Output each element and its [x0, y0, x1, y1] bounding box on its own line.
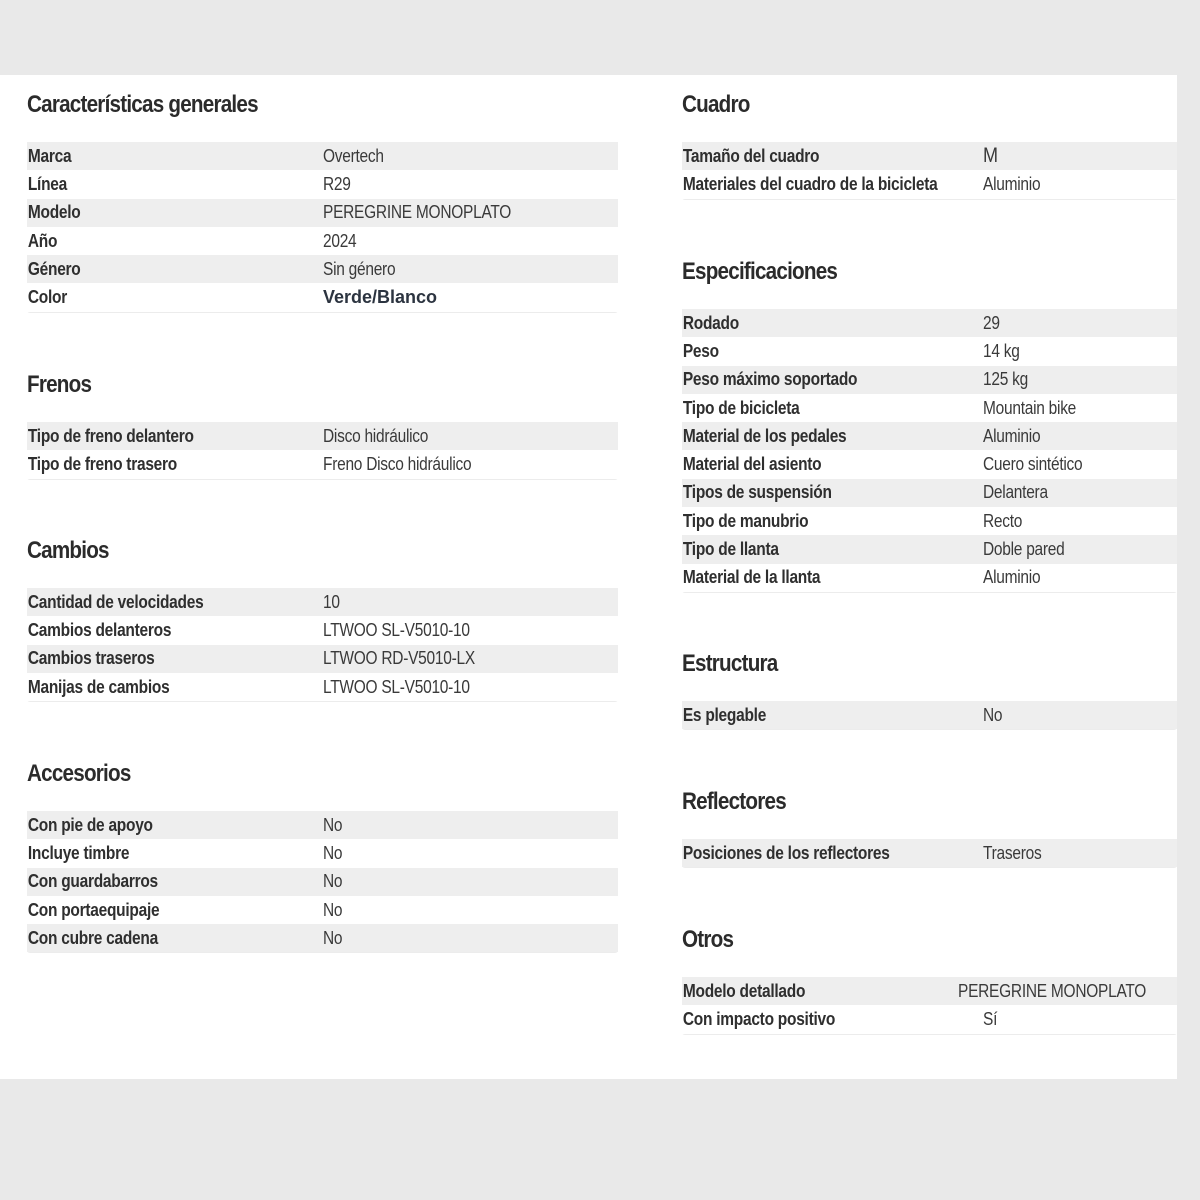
spec-key: Con impacto positivo — [682, 1008, 836, 1029]
spec-key: Año — [27, 230, 58, 251]
spec-table — [27, 588, 618, 702]
spec-key: Con guardabarros — [27, 871, 158, 892]
section-title: Reflectores — [682, 788, 786, 815]
spec-table — [682, 701, 1177, 730]
spec-key: Cambios delanteros — [27, 619, 172, 640]
section-title: Especificaciones — [682, 258, 838, 285]
section-title: Cambios — [27, 537, 109, 564]
spec-value: Aluminio — [983, 425, 1041, 446]
table-row — [27, 422, 618, 450]
spec-key: Rodado — [682, 312, 739, 333]
section-title: Otros — [682, 926, 734, 953]
spec-key: Material de la llanta — [682, 567, 821, 588]
spec-value: Traseros — [983, 842, 1042, 863]
section-reflectores — [682, 787, 1177, 868]
table-row — [27, 896, 618, 924]
spec-value: No — [323, 842, 343, 863]
spec-key: Tipo de bicicleta — [682, 397, 800, 418]
table-row — [682, 1005, 1177, 1033]
table-row — [682, 142, 1177, 170]
table-row — [682, 170, 1177, 198]
spec-value: No — [323, 927, 343, 948]
spec-value: Aluminio — [983, 567, 1041, 588]
table-row — [682, 564, 1177, 592]
section-cuadro — [682, 90, 1177, 200]
table-row — [682, 309, 1177, 337]
spec-value: R29 — [323, 173, 351, 194]
spec-key: Peso máximo soportado — [682, 369, 858, 390]
section-title: Accesorios — [27, 760, 131, 787]
spec-key: Tipos de suspensión — [682, 482, 832, 503]
spec-value: LTWOO SL-V5010-10 — [323, 676, 470, 697]
table-row — [27, 924, 618, 952]
spec-table — [27, 811, 618, 953]
table-row — [27, 588, 618, 616]
table-row — [682, 337, 1177, 365]
spec-value: Freno Disco hidráulico — [323, 453, 472, 474]
table-row — [27, 255, 618, 283]
spec-key: Incluye timbre — [27, 842, 130, 863]
spec-value: Disco hidráulico — [323, 425, 429, 446]
spec-value: No — [983, 704, 1003, 725]
table-row — [682, 450, 1177, 478]
spec-key: Con portaequipaje — [27, 899, 160, 920]
table-row — [27, 283, 618, 311]
spec-key: Cantidad de velocidades — [27, 591, 204, 612]
spec-key: Marca — [27, 145, 72, 166]
spec-key: Tipo de llanta — [682, 539, 779, 560]
table-row — [27, 170, 618, 198]
table-row — [682, 839, 1177, 867]
spec-key: Tipo de freno delantero — [27, 425, 194, 446]
spec-sheet — [0, 75, 1177, 1079]
spec-value: 29 — [983, 312, 1000, 333]
spec-key: Material del asiento — [682, 454, 822, 475]
spec-value: 14 kg — [983, 340, 1020, 361]
table-row — [27, 811, 618, 839]
table-row — [682, 394, 1177, 422]
spec-value: Recto — [983, 510, 1023, 531]
section-frenos — [27, 370, 618, 480]
spec-value: Sí — [983, 1008, 998, 1029]
table-row — [27, 227, 618, 255]
spec-key: Peso — [682, 340, 719, 361]
table-row — [27, 673, 618, 701]
spec-key: Línea — [27, 173, 68, 194]
spec-key: Tamaño del cuadro — [682, 145, 820, 166]
spec-key: Modelo — [27, 202, 81, 223]
table-row — [27, 868, 618, 896]
spec-value: Verde/Blanco — [323, 287, 438, 308]
spec-key: Tipo de freno trasero — [27, 453, 177, 474]
spec-key: Con pie de apoyo — [27, 814, 153, 835]
spec-key: Es plegable — [682, 704, 767, 725]
spec-table — [27, 422, 618, 480]
spec-value: No — [323, 871, 343, 892]
spec-value: LTWOO RD-V5010-LX — [323, 648, 475, 669]
spec-value: LTWOO SL-V5010-10 — [323, 619, 470, 640]
section-cambios — [27, 536, 618, 702]
table-row — [27, 142, 618, 170]
spec-value: Sin género — [323, 258, 396, 279]
spec-value: Aluminio — [983, 173, 1041, 194]
spec-value: Delantera — [983, 482, 1048, 503]
spec-table — [27, 142, 618, 313]
spec-key: Género — [27, 258, 81, 279]
table-row — [27, 450, 618, 478]
table-row — [682, 366, 1177, 394]
spec-key: Manijas de cambios — [27, 676, 170, 697]
section-title: Frenos — [27, 371, 92, 398]
table-row — [682, 507, 1177, 535]
spec-value: Mountain bike — [983, 397, 1077, 418]
spec-key: Con cubre cadena — [27, 927, 158, 948]
spec-value: No — [323, 899, 343, 920]
table-row — [682, 701, 1177, 729]
spec-value: 125 kg — [983, 369, 1028, 390]
spec-key: Materiales del cuadro de la bicicleta — [682, 173, 938, 194]
section-title: Estructura — [682, 650, 778, 677]
spec-value: 10 — [323, 591, 340, 612]
spec-key: Material de los pedales — [682, 425, 847, 446]
table-row — [27, 839, 618, 867]
spec-table — [682, 839, 1177, 868]
spec-value: Cuero sintético — [983, 454, 1083, 475]
spec-value: M — [983, 144, 998, 168]
section-caracteristicas-generales — [27, 90, 618, 313]
table-row — [27, 199, 618, 227]
table-row — [27, 616, 618, 644]
spec-table — [682, 977, 1177, 1035]
table-row — [27, 645, 618, 673]
spec-key: Posiciones de los reflectores — [682, 842, 890, 863]
section-otros — [682, 925, 1177, 1035]
spec-value: Overtech — [323, 145, 384, 166]
spec-value: No — [323, 814, 343, 835]
table-row — [682, 479, 1177, 507]
spec-key: Modelo detallado — [682, 980, 806, 1001]
spec-key: Cambios traseros — [27, 648, 155, 669]
section-title: Cuadro — [682, 91, 750, 118]
section-title: Características generales — [27, 91, 258, 118]
spec-value: Doble pared — [983, 539, 1065, 560]
spec-key: Color — [27, 287, 67, 308]
section-accesorios — [27, 759, 618, 953]
spec-value: 2024 — [323, 230, 357, 251]
spec-value: PEREGRINE MONOPLATO — [323, 202, 512, 223]
section-estructura — [682, 649, 1177, 730]
spec-key: Tipo de manubrio — [682, 510, 809, 531]
spec-table — [682, 142, 1177, 200]
spec-table — [682, 309, 1177, 593]
section-especificaciones — [682, 257, 1177, 593]
table-row — [682, 422, 1177, 450]
table-row — [682, 977, 1177, 1005]
table-row — [682, 535, 1177, 563]
spec-value: PEREGRINE MONOPLATO — [958, 980, 1147, 1001]
